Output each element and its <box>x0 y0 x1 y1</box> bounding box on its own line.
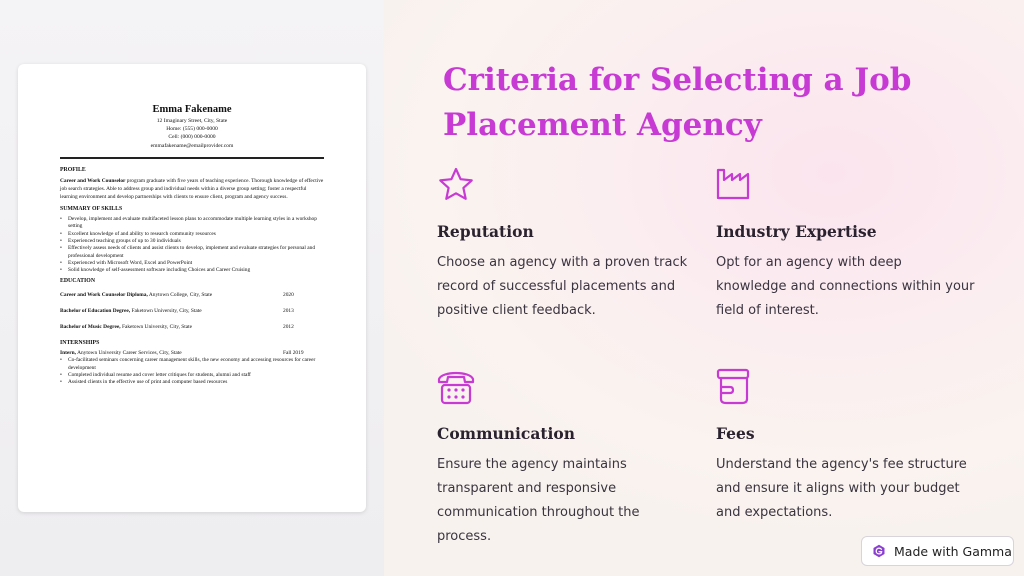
resume-education-entry <box>60 308 202 315</box>
telephone-icon <box>437 368 475 406</box>
resume-school: Anytown College, City, State <box>147 292 213 299</box>
resume-education-heading: EDUCATION <box>60 278 95 285</box>
resume-year: Fall 2019 <box>283 350 304 357</box>
feature-description: Understand the agency's fee structure and ensure it aligns with your budget and expectations. <box>716 457 967 520</box>
badge-label: Made with Gamma <box>894 543 1012 559</box>
resume-skills-list <box>60 216 324 274</box>
resume-email: emmafakename@emailprovider.com <box>150 142 234 149</box>
resume-degree: Bachelor of Music Degree, <box>60 324 121 331</box>
resume-address: 12 Imaginary Street, City, State <box>156 118 228 124</box>
resume-profile-bold: Career and Work Counselor <box>60 177 126 184</box>
list-item: • Assisted clients in the effective use of print and computer based resources <box>60 379 324 386</box>
feature-card-reputation <box>437 166 697 323</box>
resume-school: Faketown University, City, State <box>120 324 193 331</box>
resume-cell-phone: Cell: (000) 000-0000 <box>168 134 216 141</box>
list-item: • Develop, implement and evaluate multifaceted lesson plans to accommodate multiple learning styles in a workshop setting <box>60 216 324 231</box>
resume-image <box>18 64 366 512</box>
feature-description: Choose an agency with a proven track record of successful placements and positive client feedback. <box>437 255 688 318</box>
resume-name: Emma Fakename <box>152 104 232 115</box>
list-item: • Experienced with Microsoft Word, Excel and PowerPoint <box>60 260 324 267</box>
resume-education-row <box>60 308 324 315</box>
resume-education-entry <box>60 292 212 299</box>
resume-internships-heading: INTERNSHIPS <box>60 340 100 347</box>
resume-education-row <box>60 292 324 299</box>
resume-profile-text <box>60 177 324 201</box>
resume-profile-heading: PROFILE <box>60 166 86 173</box>
resume-degree: Career and Work Counselor Diploma, <box>60 292 148 299</box>
feature-title: Industry Expertise <box>716 222 877 241</box>
feature-title: Fees <box>716 424 755 443</box>
right-panel <box>384 0 1024 576</box>
resume-year: 2013 <box>283 308 294 315</box>
feature-card-fees <box>716 368 976 525</box>
list-item: • Co-facilitated seminars concerning career management skills, the new economy and accessing resources for career development <box>60 357 324 372</box>
list-item: • Effectively assess needs of clients and assist clients to develop, implement and evaluate strategies for personal and professional development <box>60 245 324 260</box>
list-item: • Completed individual resume and cover letter critiques for students, alumni and staff <box>60 372 324 379</box>
resume-place: Anytown University Career Services, City, State <box>76 350 182 357</box>
resume-profile-body: program graduate with five years of teaching experience. Thorough knowledge of effective job search strategies. Able to address group and individual needs within a diverse group setting; foster a respectful learning environment and develop partnerships with clients to ensure client, program and agency success. <box>60 177 324 200</box>
resume-home-phone: Home: (555) 000-0000 <box>166 126 218 133</box>
star-icon <box>437 166 475 204</box>
feature-title: Communication <box>437 424 576 443</box>
feature-description: Ensure the agency maintains transparent and responsive communication throughout the process. <box>437 457 640 544</box>
jar-icon <box>716 368 754 406</box>
list-item: • Solid knowledge of self-assessment software including Choices and Career Cruising <box>60 267 324 274</box>
resume-school: Faketown University, City, State <box>130 308 202 315</box>
resume-role: Intern, <box>60 350 77 357</box>
feature-title: Reputation <box>437 222 534 241</box>
slide-title: Criteria for Selecting a Job Placement Agency <box>443 62 912 143</box>
left-panel <box>0 0 384 576</box>
resume-divider <box>60 157 324 159</box>
resume-education-row <box>60 324 324 331</box>
resume-year: 2012 <box>283 324 294 331</box>
resume-year: 2020 <box>283 292 294 299</box>
factory-icon <box>716 166 754 204</box>
list-item: • Excellent knowledge of and ability to research community resources <box>60 231 324 238</box>
resume-skills-heading: SUMMARY OF SKILLS <box>60 206 123 213</box>
resume-degree: Bachelor of Education Degree, <box>60 308 131 315</box>
resume-education-entry <box>60 324 192 331</box>
list-item: • Experienced teaching groups of up to 30 individuals <box>60 238 324 245</box>
resume-internship-list <box>60 357 324 386</box>
gamma-logo-icon <box>872 544 886 558</box>
feature-card-industry-expertise <box>716 166 976 323</box>
feature-description: Opt for an agency with deep knowledge and connections within your field of interest. <box>716 255 975 318</box>
made-with-gamma-badge[interactable] <box>861 536 1014 566</box>
feature-card-communication <box>437 368 697 549</box>
